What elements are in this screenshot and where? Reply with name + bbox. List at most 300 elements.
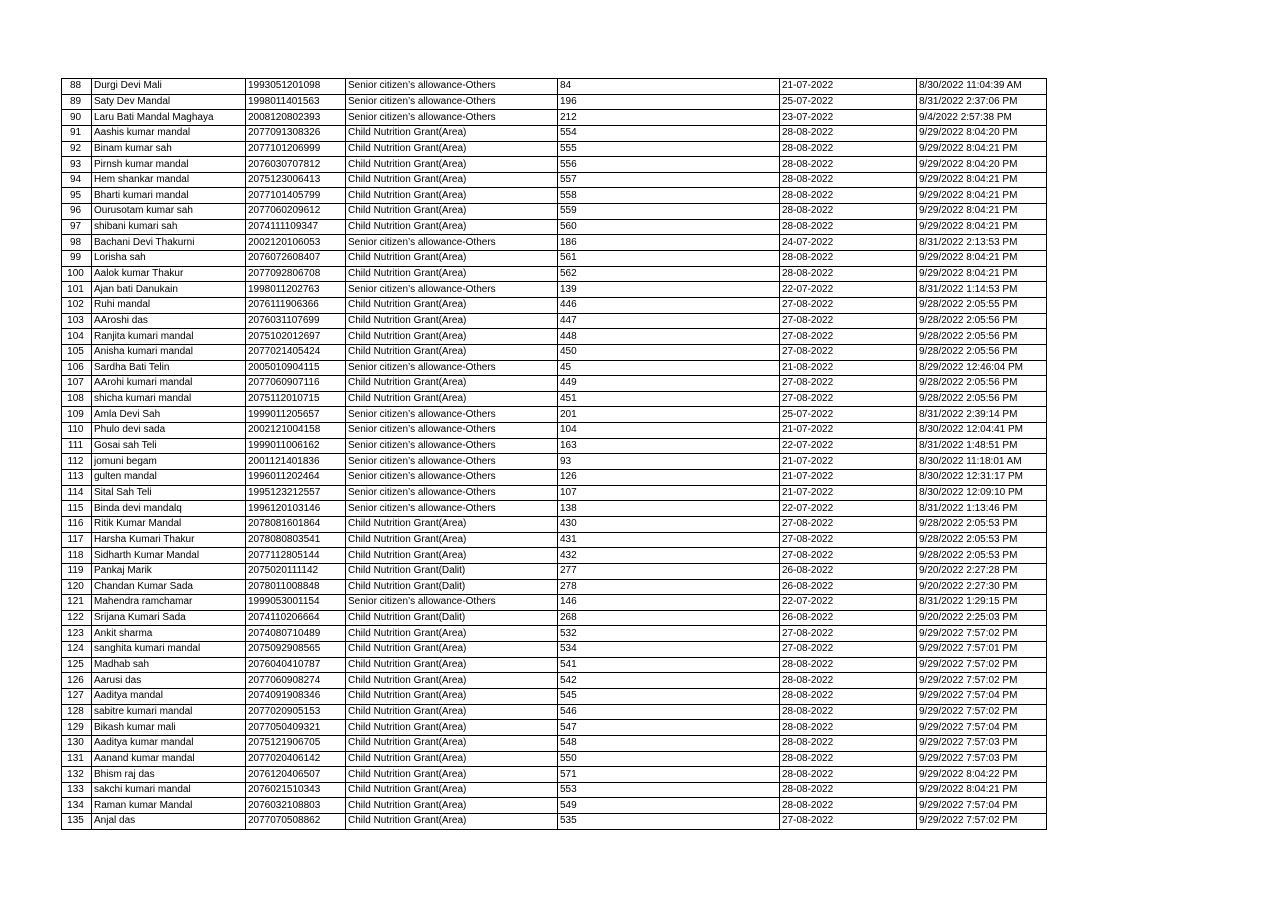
serial-number-cell: 108 [62, 391, 92, 407]
allowance-type-cell: Child Nutrition Grant(Area) [346, 188, 558, 204]
entry-number-cell: 558 [558, 188, 780, 204]
beneficiary-name-cell: Binam kumar sah [92, 141, 246, 157]
timestamp-cell: 9/28/2022 2:05:56 PM [917, 329, 1047, 345]
id-number-cell: 2075121906705 [246, 735, 346, 751]
serial-number-cell: 119 [62, 563, 92, 579]
beneficiary-name-cell: Laru Bati Mandal Maghaya [92, 110, 246, 126]
serial-number-cell: 93 [62, 157, 92, 173]
entry-number-cell: 561 [558, 251, 780, 267]
beneficiary-name-cell: Durgi Devi Mali [92, 79, 246, 95]
timestamp-cell: 9/20/2022 2:27:28 PM [917, 563, 1047, 579]
beneficiary-name-cell: Saty Dev Mandal [92, 94, 246, 110]
entry-number-cell: 430 [558, 516, 780, 532]
entry-number-cell: 446 [558, 297, 780, 313]
allowance-type-cell: Child Nutrition Grant(Area) [346, 516, 558, 532]
date-cell: 23-07-2022 [780, 110, 917, 126]
table-row [62, 516, 1047, 532]
table-row [62, 219, 1047, 235]
allowance-type-cell: Senior citizen’s allowance-Others [346, 438, 558, 454]
id-number-cell: 1999011205657 [246, 407, 346, 423]
table-row [62, 329, 1047, 345]
timestamp-cell: 8/29/2022 12:46:04 PM [917, 360, 1047, 376]
beneficiary-name-cell: Ruhi mandal [92, 297, 246, 313]
beneficiary-name-cell: Anisha kumari mandal [92, 344, 246, 360]
table-row [62, 79, 1047, 95]
date-cell: 28-08-2022 [780, 688, 917, 704]
allowance-type-cell: Child Nutrition Grant(Area) [346, 751, 558, 767]
beneficiary-name-cell: Aaditya kumar mandal [92, 735, 246, 751]
allowance-type-cell: Senior citizen’s allowance-Others [346, 110, 558, 126]
beneficiary-name-cell: Sidharth Kumar Mandal [92, 548, 246, 564]
table-row [62, 485, 1047, 501]
date-cell: 22-07-2022 [780, 595, 917, 611]
timestamp-cell: 9/29/2022 7:57:03 PM [917, 751, 1047, 767]
date-cell: 28-08-2022 [780, 266, 917, 282]
table-row [62, 251, 1047, 267]
date-cell: 27-08-2022 [780, 297, 917, 313]
allowance-type-cell: Child Nutrition Grant(Area) [346, 673, 558, 689]
timestamp-cell: 9/29/2022 7:57:02 PM [917, 673, 1047, 689]
allowance-type-cell: Child Nutrition Grant(Area) [346, 297, 558, 313]
id-number-cell: 2074080710489 [246, 626, 346, 642]
beneficiary-name-cell: shicha kumari mandal [92, 391, 246, 407]
entry-number-cell: 146 [558, 595, 780, 611]
date-cell: 27-08-2022 [780, 391, 917, 407]
date-cell: 27-08-2022 [780, 344, 917, 360]
serial-number-cell: 101 [62, 282, 92, 298]
entry-number-cell: 555 [558, 141, 780, 157]
allowance-type-cell: Senior citizen’s allowance-Others [346, 282, 558, 298]
allowance-type-cell: Child Nutrition Grant(Area) [346, 313, 558, 329]
entry-number-cell: 450 [558, 344, 780, 360]
entry-number-cell: 547 [558, 720, 780, 736]
serial-number-cell: 106 [62, 360, 92, 376]
serial-number-cell: 98 [62, 235, 92, 251]
id-number-cell: 2075123006413 [246, 172, 346, 188]
table-row [62, 110, 1047, 126]
entry-number-cell: 278 [558, 579, 780, 595]
entry-number-cell: 138 [558, 501, 780, 517]
beneficiary-name-cell: gulten mandal [92, 470, 246, 486]
serial-number-cell: 121 [62, 595, 92, 611]
beneficiary-name-cell: Aalok kumar Thakur [92, 266, 246, 282]
entry-number-cell: 163 [558, 438, 780, 454]
allowance-type-cell: Child Nutrition Grant(Area) [346, 125, 558, 141]
entry-number-cell: 268 [558, 610, 780, 626]
beneficiary-name-cell: Phulo devi sada [92, 423, 246, 439]
date-cell: 21-08-2022 [780, 360, 917, 376]
serial-number-cell: 125 [62, 657, 92, 673]
beneficiary-name-cell: Bachani Devi Thakurni [92, 235, 246, 251]
id-number-cell: 2078081601864 [246, 516, 346, 532]
date-cell: 28-08-2022 [780, 188, 917, 204]
timestamp-cell: 9/29/2022 7:57:01 PM [917, 642, 1047, 658]
date-cell: 28-08-2022 [780, 219, 917, 235]
allowance-type-cell: Child Nutrition Grant(Area) [346, 532, 558, 548]
entry-number-cell: 535 [558, 814, 780, 830]
table-row [62, 454, 1047, 470]
table-row [62, 626, 1047, 642]
beneficiary-name-cell: Hem shankar mandal [92, 172, 246, 188]
entry-number-cell: 139 [558, 282, 780, 298]
id-number-cell: 2078080803541 [246, 532, 346, 548]
timestamp-cell: 9/29/2022 8:04:21 PM [917, 266, 1047, 282]
date-cell: 28-08-2022 [780, 673, 917, 689]
table-row [62, 532, 1047, 548]
allowance-type-cell: Senior citizen’s allowance-Others [346, 235, 558, 251]
serial-number-cell: 129 [62, 720, 92, 736]
beneficiary-name-cell: Aanand kumar mandal [92, 751, 246, 767]
timestamp-cell: 8/31/2022 2:37:06 PM [917, 94, 1047, 110]
entry-number-cell: 556 [558, 157, 780, 173]
id-number-cell: 1999011006162 [246, 438, 346, 454]
id-number-cell: 2076030707812 [246, 157, 346, 173]
id-number-cell: 2077092806708 [246, 266, 346, 282]
date-cell: 28-08-2022 [780, 125, 917, 141]
serial-number-cell: 112 [62, 454, 92, 470]
serial-number-cell: 114 [62, 485, 92, 501]
timestamp-cell: 9/20/2022 2:25:03 PM [917, 610, 1047, 626]
table-row [62, 297, 1047, 313]
id-number-cell: 2077101405799 [246, 188, 346, 204]
allowance-type-cell: Child Nutrition Grant(Area) [346, 157, 558, 173]
entry-number-cell: 451 [558, 391, 780, 407]
date-cell: 28-08-2022 [780, 657, 917, 673]
beneficiary-name-cell: Harsha Kumari Thakur [92, 532, 246, 548]
beneficiary-name-cell: Pirnsh kumar mandal [92, 157, 246, 173]
date-cell: 27-08-2022 [780, 313, 917, 329]
table-row [62, 610, 1047, 626]
serial-number-cell: 95 [62, 188, 92, 204]
table-row [62, 563, 1047, 579]
allowance-type-cell: Child Nutrition Grant(Area) [346, 251, 558, 267]
timestamp-cell: 8/31/2022 1:29:15 PM [917, 595, 1047, 611]
serial-number-cell: 135 [62, 814, 92, 830]
table-row [62, 423, 1047, 439]
id-number-cell: 2076021510343 [246, 782, 346, 798]
beneficiary-name-cell: Lorisha sah [92, 251, 246, 267]
serial-number-cell: 111 [62, 438, 92, 454]
timestamp-cell: 8/30/2022 12:09:10 PM [917, 485, 1047, 501]
table-row [62, 376, 1047, 392]
serial-number-cell: 115 [62, 501, 92, 517]
allowance-type-cell: Senior citizen’s allowance-Others [346, 360, 558, 376]
allowance-type-cell: Child Nutrition Grant(Dalit) [346, 610, 558, 626]
table-row [62, 782, 1047, 798]
date-cell: 28-08-2022 [780, 157, 917, 173]
serial-number-cell: 132 [62, 767, 92, 783]
date-cell: 21-07-2022 [780, 470, 917, 486]
beneficiary-name-cell: sanghita kumari mandal [92, 642, 246, 658]
timestamp-cell: 9/29/2022 7:57:04 PM [917, 720, 1047, 736]
table-row [62, 282, 1047, 298]
table-row [62, 720, 1047, 736]
date-cell: 24-07-2022 [780, 235, 917, 251]
table-row [62, 657, 1047, 673]
serial-number-cell: 128 [62, 704, 92, 720]
table-row [62, 94, 1047, 110]
serial-number-cell: 96 [62, 204, 92, 220]
id-number-cell: 2076120406507 [246, 767, 346, 783]
allowance-type-cell: Child Nutrition Grant(Area) [346, 688, 558, 704]
timestamp-cell: 9/28/2022 2:05:56 PM [917, 376, 1047, 392]
timestamp-cell: 9/29/2022 7:57:04 PM [917, 798, 1047, 814]
id-number-cell: 1998011401563 [246, 94, 346, 110]
entry-number-cell: 186 [558, 235, 780, 251]
table-row [62, 595, 1047, 611]
timestamp-cell: 9/28/2022 2:05:53 PM [917, 532, 1047, 548]
serial-number-cell: 100 [62, 266, 92, 282]
records-table-body [62, 79, 1047, 830]
date-cell: 25-07-2022 [780, 94, 917, 110]
timestamp-cell: 8/31/2022 2:39:14 PM [917, 407, 1047, 423]
serial-number-cell: 104 [62, 329, 92, 345]
serial-number-cell: 130 [62, 735, 92, 751]
beneficiary-name-cell: Sital Sah Teli [92, 485, 246, 501]
serial-number-cell: 97 [62, 219, 92, 235]
table-row [62, 501, 1047, 517]
timestamp-cell: 9/29/2022 7:57:04 PM [917, 688, 1047, 704]
allowance-type-cell: Child Nutrition Grant(Area) [346, 767, 558, 783]
date-cell: 21-07-2022 [780, 485, 917, 501]
id-number-cell: 2074110206664 [246, 610, 346, 626]
allowance-type-cell: Child Nutrition Grant(Area) [346, 704, 558, 720]
table-row [62, 673, 1047, 689]
allowance-type-cell: Senior citizen’s allowance-Others [346, 454, 558, 470]
beneficiary-name-cell: AAroshi das [92, 313, 246, 329]
serial-number-cell: 127 [62, 688, 92, 704]
serial-number-cell: 107 [62, 376, 92, 392]
timestamp-cell: 8/30/2022 11:18:01 AM [917, 454, 1047, 470]
date-cell: 28-08-2022 [780, 751, 917, 767]
table-row [62, 470, 1047, 486]
timestamp-cell: 9/28/2022 2:05:56 PM [917, 344, 1047, 360]
id-number-cell: 2077020905153 [246, 704, 346, 720]
beneficiary-name-cell: Aaditya mandal [92, 688, 246, 704]
entry-number-cell: 277 [558, 563, 780, 579]
table-row [62, 767, 1047, 783]
entry-number-cell: 554 [558, 125, 780, 141]
beneficiary-name-cell: Ankit sharma [92, 626, 246, 642]
entry-number-cell: 448 [558, 329, 780, 345]
beneficiary-name-cell: Ritik Kumar Mandal [92, 516, 246, 532]
id-number-cell: 2076111906366 [246, 297, 346, 313]
allowance-type-cell: Child Nutrition Grant(Area) [346, 204, 558, 220]
timestamp-cell: 9/29/2022 7:57:02 PM [917, 704, 1047, 720]
entry-number-cell: 542 [558, 673, 780, 689]
table-row [62, 751, 1047, 767]
date-cell: 28-08-2022 [780, 782, 917, 798]
serial-number-cell: 99 [62, 251, 92, 267]
allowance-type-cell: Child Nutrition Grant(Area) [346, 548, 558, 564]
table-row [62, 235, 1047, 251]
allowance-type-cell: Child Nutrition Grant(Area) [346, 141, 558, 157]
serial-number-cell: 94 [62, 172, 92, 188]
allowance-type-cell: Child Nutrition Grant(Area) [346, 219, 558, 235]
id-number-cell: 2008120802393 [246, 110, 346, 126]
beneficiary-name-cell: AArohi kumari mandal [92, 376, 246, 392]
allowance-type-cell: Child Nutrition Grant(Area) [346, 329, 558, 345]
id-number-cell: 1998011202763 [246, 282, 346, 298]
id-number-cell: 2002121004158 [246, 423, 346, 439]
timestamp-cell: 9/29/2022 8:04:22 PM [917, 767, 1047, 783]
serial-number-cell: 92 [62, 141, 92, 157]
entry-number-cell: 546 [558, 704, 780, 720]
beneficiary-name-cell: Anjal das [92, 814, 246, 830]
table-row [62, 642, 1047, 658]
entry-number-cell: 562 [558, 266, 780, 282]
allowance-type-cell: Child Nutrition Grant(Area) [346, 391, 558, 407]
beneficiary-name-cell: Mahendra ramchamar [92, 595, 246, 611]
timestamp-cell: 9/28/2022 2:05:55 PM [917, 297, 1047, 313]
serial-number-cell: 126 [62, 673, 92, 689]
table-row [62, 548, 1047, 564]
date-cell: 26-08-2022 [780, 563, 917, 579]
table-row [62, 266, 1047, 282]
date-cell: 27-08-2022 [780, 532, 917, 548]
id-number-cell: 2075112010715 [246, 391, 346, 407]
timestamp-cell: 8/31/2022 1:14:53 PM [917, 282, 1047, 298]
table-row [62, 391, 1047, 407]
entry-number-cell: 84 [558, 79, 780, 95]
timestamp-cell: 9/29/2022 8:04:21 PM [917, 188, 1047, 204]
timestamp-cell: 9/29/2022 7:57:02 PM [917, 657, 1047, 673]
date-cell: 22-07-2022 [780, 501, 917, 517]
allowance-type-cell: Senior citizen’s allowance-Others [346, 501, 558, 517]
entry-number-cell: 541 [558, 657, 780, 673]
id-number-cell: 2077021405424 [246, 344, 346, 360]
table-row [62, 313, 1047, 329]
timestamp-cell: 8/31/2022 1:13:46 PM [917, 501, 1047, 517]
table-row [62, 204, 1047, 220]
serial-number-cell: 122 [62, 610, 92, 626]
id-number-cell: 2075092908565 [246, 642, 346, 658]
serial-number-cell: 120 [62, 579, 92, 595]
date-cell: 28-08-2022 [780, 172, 917, 188]
id-number-cell: 2076072608407 [246, 251, 346, 267]
entry-number-cell: 449 [558, 376, 780, 392]
timestamp-cell: 9/29/2022 8:04:20 PM [917, 157, 1047, 173]
id-number-cell: 2074091908346 [246, 688, 346, 704]
beneficiary-name-cell: Bikash kumar mali [92, 720, 246, 736]
allowance-type-cell: Child Nutrition Grant(Area) [346, 735, 558, 751]
serial-number-cell: 102 [62, 297, 92, 313]
entry-number-cell: 212 [558, 110, 780, 126]
allowance-type-cell: Child Nutrition Grant(Area) [346, 344, 558, 360]
serial-number-cell: 124 [62, 642, 92, 658]
allowance-type-cell: Child Nutrition Grant(Area) [346, 814, 558, 830]
allowance-type-cell: Senior citizen’s allowance-Others [346, 595, 558, 611]
beneficiary-name-cell: Amla Devi Sah [92, 407, 246, 423]
id-number-cell: 2077060209612 [246, 204, 346, 220]
entry-number-cell: 548 [558, 735, 780, 751]
date-cell: 27-08-2022 [780, 814, 917, 830]
beneficiary-name-cell: Aashis kumar mandal [92, 125, 246, 141]
timestamp-cell: 9/29/2022 7:57:02 PM [917, 626, 1047, 642]
entry-number-cell: 107 [558, 485, 780, 501]
table-row [62, 579, 1047, 595]
serial-number-cell: 131 [62, 751, 92, 767]
serial-number-cell: 105 [62, 344, 92, 360]
id-number-cell: 1993051201098 [246, 79, 346, 95]
entry-number-cell: 532 [558, 626, 780, 642]
allowance-type-cell: Child Nutrition Grant(Area) [346, 266, 558, 282]
beneficiary-name-cell: Pankaj Marik [92, 563, 246, 579]
id-number-cell: 2074111109347 [246, 219, 346, 235]
beneficiary-name-cell: Gosai sah Teli [92, 438, 246, 454]
beneficiary-name-cell: sabitre kumari mandal [92, 704, 246, 720]
date-cell: 27-08-2022 [780, 329, 917, 345]
table-row [62, 360, 1047, 376]
date-cell: 25-07-2022 [780, 407, 917, 423]
serial-number-cell: 133 [62, 782, 92, 798]
timestamp-cell: 8/30/2022 12:31:17 PM [917, 470, 1047, 486]
beneficiary-name-cell: Ourusotam kumar sah [92, 204, 246, 220]
serial-number-cell: 103 [62, 313, 92, 329]
date-cell: 28-08-2022 [780, 141, 917, 157]
table-row [62, 438, 1047, 454]
id-number-cell: 2077020406142 [246, 751, 346, 767]
timestamp-cell: 9/29/2022 7:57:03 PM [917, 735, 1047, 751]
id-number-cell: 1995123212557 [246, 485, 346, 501]
date-cell: 26-08-2022 [780, 579, 917, 595]
beneficiary-name-cell: Bhism raj das [92, 767, 246, 783]
serial-number-cell: 90 [62, 110, 92, 126]
date-cell: 22-07-2022 [780, 282, 917, 298]
allowance-type-cell: Senior citizen’s allowance-Others [346, 79, 558, 95]
allowance-type-cell: Child Nutrition Grant(Area) [346, 657, 558, 673]
entry-number-cell: 550 [558, 751, 780, 767]
table-row [62, 141, 1047, 157]
date-cell: 21-07-2022 [780, 423, 917, 439]
id-number-cell: 2077060907116 [246, 376, 346, 392]
allowance-type-cell: Child Nutrition Grant(Area) [346, 798, 558, 814]
beneficiary-name-cell: Raman kumar Mandal [92, 798, 246, 814]
table-row [62, 407, 1047, 423]
timestamp-cell: 9/28/2022 2:05:56 PM [917, 391, 1047, 407]
allowance-type-cell: Senior citizen’s allowance-Others [346, 94, 558, 110]
serial-number-cell: 88 [62, 79, 92, 95]
table-row [62, 688, 1047, 704]
beneficiary-name-cell: sakchi kumari mandal [92, 782, 246, 798]
entry-number-cell: 557 [558, 172, 780, 188]
table-row [62, 814, 1047, 830]
id-number-cell: 2076031107699 [246, 313, 346, 329]
id-number-cell: 2078011008848 [246, 579, 346, 595]
table-row [62, 798, 1047, 814]
table-row [62, 704, 1047, 720]
entry-number-cell: 534 [558, 642, 780, 658]
id-number-cell: 2005010904115 [246, 360, 346, 376]
beneficiary-name-cell: Srijana Kumari Sada [92, 610, 246, 626]
entry-number-cell: 560 [558, 219, 780, 235]
serial-number-cell: 113 [62, 470, 92, 486]
beneficiary-name-cell: jomuni begam [92, 454, 246, 470]
timestamp-cell: 9/29/2022 8:04:21 PM [917, 141, 1047, 157]
date-cell: 28-08-2022 [780, 704, 917, 720]
table-row [62, 125, 1047, 141]
beneficiary-name-cell: shibani kumari sah [92, 219, 246, 235]
serial-number-cell: 118 [62, 548, 92, 564]
entry-number-cell: 431 [558, 532, 780, 548]
table-row [62, 735, 1047, 751]
entry-number-cell: 549 [558, 798, 780, 814]
timestamp-cell: 8/31/2022 1:48:51 PM [917, 438, 1047, 454]
entry-number-cell: 559 [558, 204, 780, 220]
id-number-cell: 2075020111142 [246, 563, 346, 579]
id-number-cell: 2077101206999 [246, 141, 346, 157]
id-number-cell: 2077070508862 [246, 814, 346, 830]
